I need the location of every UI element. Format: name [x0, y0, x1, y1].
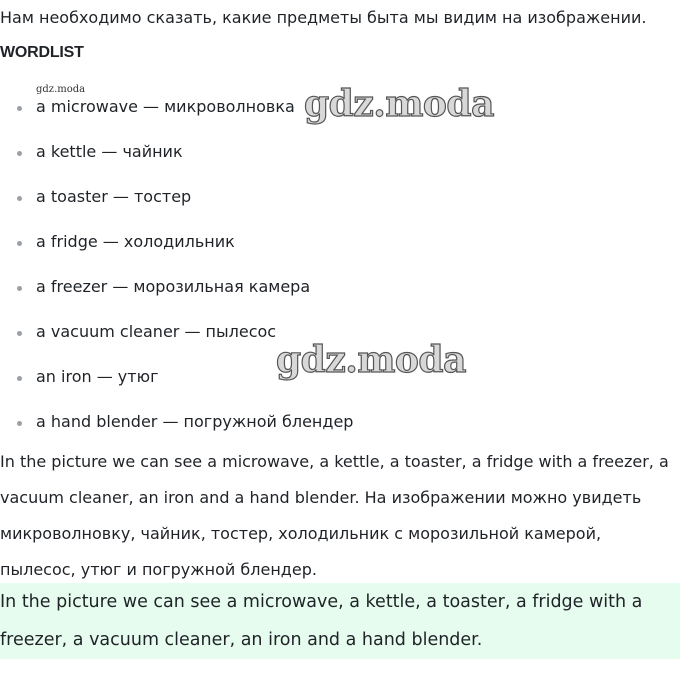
watermark-logo: gdz.moda: [304, 83, 494, 125]
intro-text: Нам необходимо сказать, какие предметы быта мы видим на изображении.: [0, 8, 647, 27]
watermark-small: gdz.moda: [36, 84, 86, 95]
list-item: [0, 320, 680, 365]
list-item-text: a fridge — холодильник: [36, 232, 235, 251]
bullet-icon: [17, 151, 22, 156]
list-item-text: a hand blender — погружной блендер: [36, 412, 354, 431]
bullet-icon: [17, 241, 22, 246]
answer-block: In the picture we can see a microwave, a kettle, a toaster, a fridge with a freezer, a vacuum cleaner, an iron and a hand blender.: [0, 583, 680, 659]
list-item: [0, 185, 680, 230]
bullet-icon: [17, 196, 22, 201]
translation-paragraph: In the picture we can see a microwave, a kettle, a toaster, a fridge with a freezer, a vacuum cleaner, an iron and a hand blender. На изображении можно увидеть микроволновку, чайник, тостер, холодильник с морозильной камерой, пылесос, утюг и погружной блендер.: [0, 452, 669, 579]
bullet-icon: [17, 421, 22, 426]
bullet-icon: [17, 286, 22, 291]
watermark-logo: gdz.moda: [276, 339, 466, 381]
wordlist: [0, 95, 680, 455]
list-item-text: a microwave — микроволновка: [36, 97, 295, 116]
list-item: [0, 275, 680, 320]
list-item-text: a kettle — чайник: [36, 142, 183, 161]
list-item: [0, 95, 680, 140]
bullet-icon: [17, 106, 22, 111]
list-item-text: a freezer — морозильная камера: [36, 277, 311, 296]
list-item-text: a toaster — тостер: [36, 187, 192, 206]
list-item: [0, 230, 680, 275]
list-item-text: an iron — утюг: [36, 367, 159, 386]
bullet-icon: [17, 331, 22, 336]
wordlist-heading: WORDLIST: [0, 44, 84, 61]
list-item: [0, 140, 680, 185]
bullet-icon: [17, 376, 22, 381]
list-item-text: a vacuum cleaner — пылесос: [36, 322, 277, 341]
list-item: [0, 365, 680, 410]
